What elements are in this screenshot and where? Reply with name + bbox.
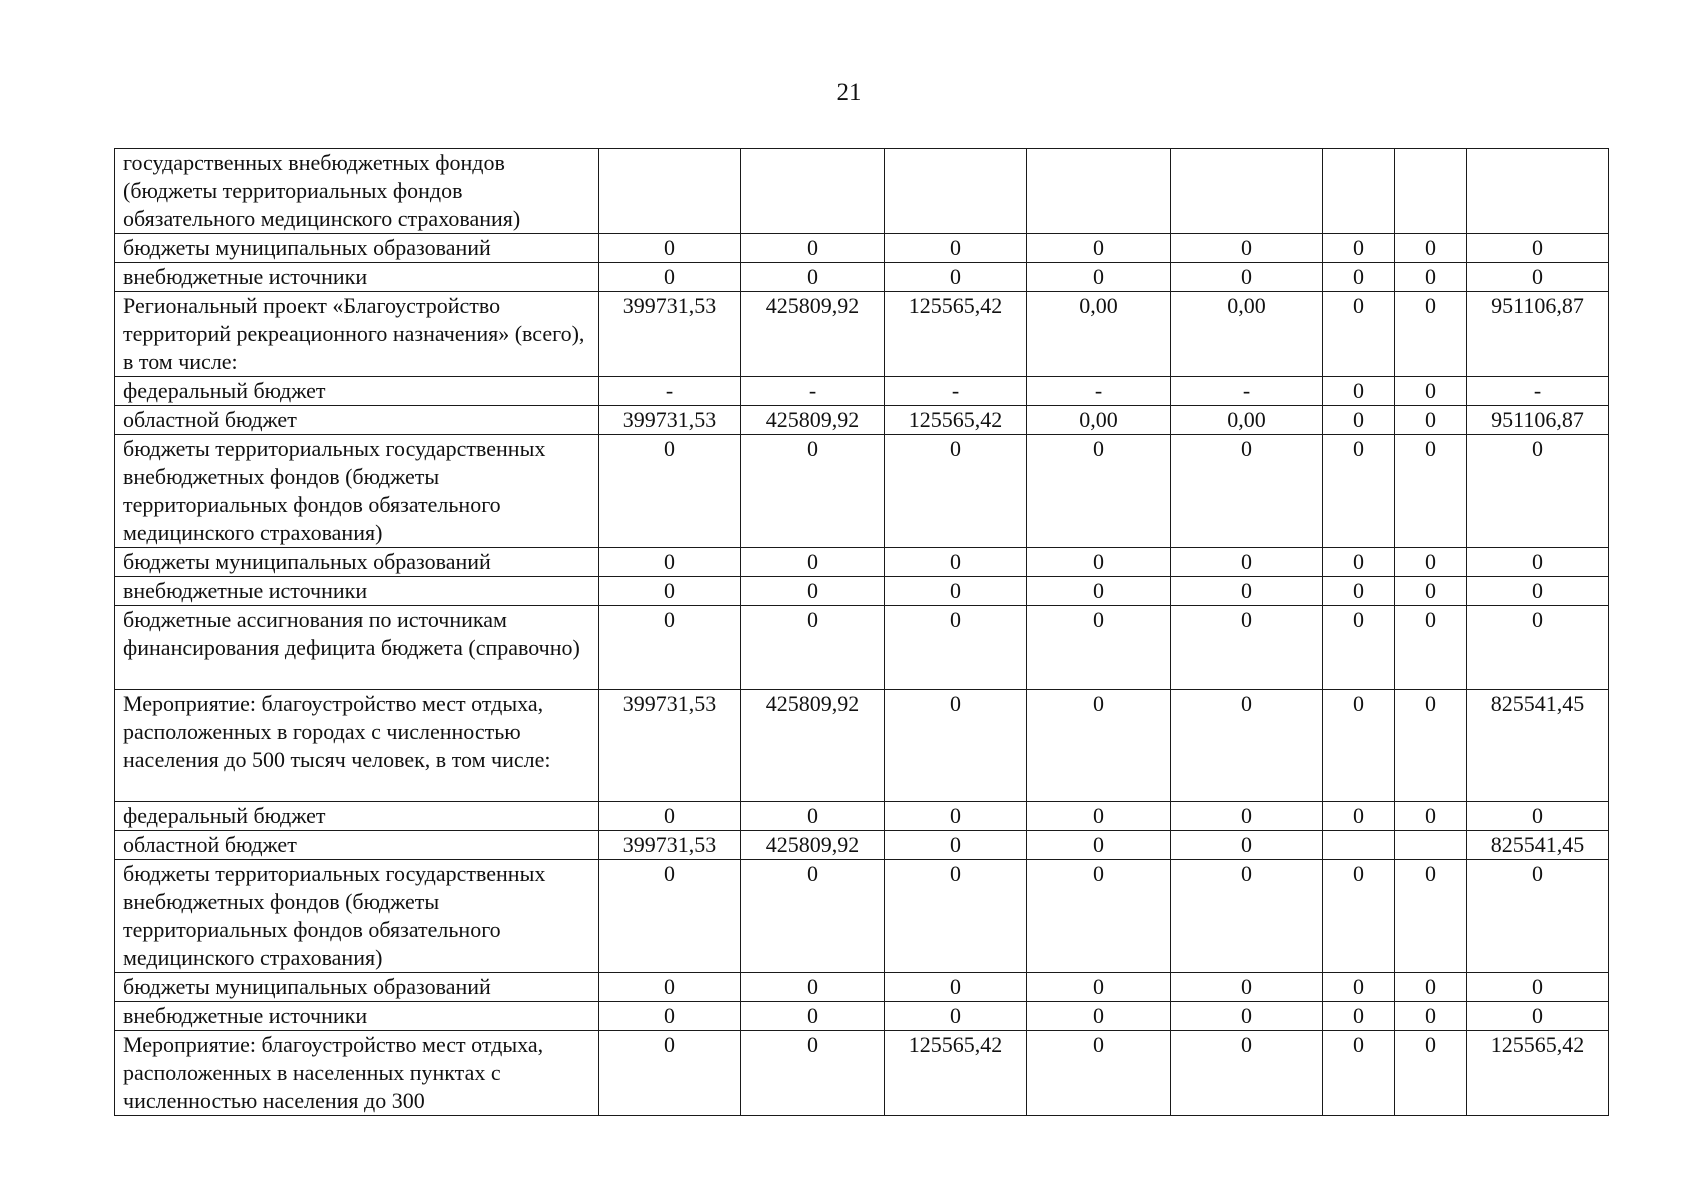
value-cell: 0 [741, 1031, 885, 1116]
value-cell: 0 [1323, 292, 1395, 377]
value-cell: 0 [1323, 234, 1395, 263]
value-cell: 0 [1027, 577, 1171, 606]
row-label: внебюджетные источники [115, 263, 599, 292]
value-cell: 0 [1467, 1002, 1609, 1031]
value-cell: 125565,42 [885, 406, 1027, 435]
value-cell: 0 [1467, 606, 1609, 690]
value-cell: 0 [1323, 577, 1395, 606]
value-cell: 0 [885, 1002, 1027, 1031]
value-cell: 0 [741, 860, 885, 973]
value-cell: 0 [1323, 435, 1395, 548]
row-label: государственных внебюджетных фондов (бюджеты территориальных фондов обязательного медицинского страхования) [115, 149, 599, 234]
value-cell: 0 [1171, 606, 1323, 690]
value-cell: 0 [1395, 1031, 1467, 1116]
row-label: внебюджетные источники [115, 1002, 599, 1031]
page-number: 21 [836, 79, 862, 106]
value-cell: 0 [1395, 406, 1467, 435]
value-cell: 425809,92 [741, 406, 885, 435]
value-cell: - [1171, 377, 1323, 406]
value-cell: 125565,42 [885, 292, 1027, 377]
value-cell: 0 [885, 435, 1027, 548]
value-cell: 951106,87 [1467, 406, 1609, 435]
value-cell: 0 [741, 606, 885, 690]
row-label: Мероприятие: благоустройство мест отдыха, расположенных в населенных пунктах с численностью населения до 300 [115, 1031, 599, 1116]
value-cell [1323, 831, 1395, 860]
value-cell: 0 [1323, 690, 1395, 802]
value-cell: 0 [1171, 802, 1323, 831]
row-label: Мероприятие: благоустройство мест отдыха, расположенных в городах с численностью населения до 500 тысяч человек, в том числе: [115, 690, 599, 802]
value-cell: 0 [1395, 690, 1467, 802]
value-cell: 0 [1395, 1002, 1467, 1031]
row-label: бюджеты муниципальных образований [115, 548, 599, 577]
value-cell: - [741, 377, 885, 406]
table-row [115, 292, 1609, 377]
value-cell: 0 [599, 435, 741, 548]
value-cell: 0 [741, 263, 885, 292]
value-cell: - [885, 377, 1027, 406]
value-cell: 0 [1395, 292, 1467, 377]
value-cell: 0 [1171, 263, 1323, 292]
value-cell: 0 [1027, 973, 1171, 1002]
value-cell: 0 [1467, 860, 1609, 973]
value-cell: 0 [1395, 860, 1467, 973]
value-cell: 0 [1395, 263, 1467, 292]
value-cell [1395, 831, 1467, 860]
value-cell: 0 [1467, 973, 1609, 1002]
row-label: областной бюджет [115, 406, 599, 435]
value-cell: 0 [1395, 802, 1467, 831]
value-cell: 0 [1027, 234, 1171, 263]
value-cell [599, 149, 741, 234]
value-cell: 0 [1467, 435, 1609, 548]
row-label: бюджеты муниципальных образований [115, 234, 599, 263]
row-label: Региональный проект «Благоустройство территорий рекреационного назначения» (всего), в том числе: [115, 292, 599, 377]
value-cell: 0 [1395, 606, 1467, 690]
value-cell: 425809,92 [741, 690, 885, 802]
table-row [115, 548, 1609, 577]
table-row [115, 973, 1609, 1002]
value-cell: 0 [599, 1002, 741, 1031]
table-row [115, 860, 1609, 973]
value-cell: 0 [741, 802, 885, 831]
row-label: федеральный бюджет [115, 802, 599, 831]
value-cell: 0,00 [1171, 292, 1323, 377]
value-cell: 0 [1027, 1031, 1171, 1116]
row-label: бюджетные ассигнования по источникам финансирования дефицита бюджета (справочно) [115, 606, 599, 690]
value-cell: 0 [1027, 435, 1171, 548]
value-cell: 0 [885, 234, 1027, 263]
value-cell [1171, 149, 1323, 234]
value-cell: 0 [1323, 263, 1395, 292]
value-cell: - [1467, 377, 1609, 406]
value-cell: 0 [885, 577, 1027, 606]
value-cell: 0 [1027, 548, 1171, 577]
table-row [115, 435, 1609, 548]
value-cell: 399731,53 [599, 292, 741, 377]
value-cell: 0 [599, 577, 741, 606]
value-cell: 0 [885, 548, 1027, 577]
value-cell [1027, 149, 1171, 234]
value-cell: 0 [885, 860, 1027, 973]
table-row [115, 606, 1609, 690]
table-row [115, 406, 1609, 435]
value-cell: 0 [1323, 1002, 1395, 1031]
table-row [115, 577, 1609, 606]
table-row [115, 802, 1609, 831]
row-label: областной бюджет [115, 831, 599, 860]
value-cell: 399731,53 [599, 690, 741, 802]
value-cell: 125565,42 [885, 1031, 1027, 1116]
value-cell: 0 [1467, 577, 1609, 606]
value-cell: 0 [1323, 548, 1395, 577]
row-label: бюджеты муниципальных образований [115, 973, 599, 1002]
table-row [115, 690, 1609, 802]
value-cell: 0 [1395, 973, 1467, 1002]
value-cell: 0 [741, 435, 885, 548]
table-row [115, 234, 1609, 263]
value-cell: 0 [885, 973, 1027, 1002]
value-cell [1395, 149, 1467, 234]
value-cell: 0 [1027, 802, 1171, 831]
value-cell: 0 [885, 690, 1027, 802]
value-cell: 0 [885, 831, 1027, 860]
budget-table [114, 148, 1609, 1116]
value-cell: 0 [1027, 263, 1171, 292]
value-cell: 0 [1171, 831, 1323, 860]
value-cell: 0 [599, 263, 741, 292]
value-cell [885, 149, 1027, 234]
row-label: федеральный бюджет [115, 377, 599, 406]
value-cell: 0 [885, 802, 1027, 831]
value-cell: 0 [1395, 377, 1467, 406]
value-cell [741, 149, 885, 234]
value-cell: 0 [1395, 548, 1467, 577]
table-row [115, 1031, 1609, 1116]
value-cell: 0 [1323, 606, 1395, 690]
value-cell: 0 [1027, 606, 1171, 690]
value-cell: 0 [1171, 1002, 1323, 1031]
value-cell: 0,00 [1171, 406, 1323, 435]
value-cell: 0 [599, 860, 741, 973]
value-cell: 0 [1467, 234, 1609, 263]
value-cell: 425809,92 [741, 292, 885, 377]
row-label: бюджеты территориальных государственных внебюджетных фондов (бюджеты территориальных фондов обязательного медицинского страхования) [115, 860, 599, 973]
value-cell: 0 [599, 973, 741, 1002]
value-cell: 0 [1467, 263, 1609, 292]
value-cell [1323, 149, 1395, 234]
value-cell: 125565,42 [1467, 1031, 1609, 1116]
row-label: бюджеты территориальных государственных внебюджетных фондов (бюджеты территориальных фондов обязательного медицинского страхования) [115, 435, 599, 548]
value-cell [1467, 149, 1609, 234]
value-cell: 0 [741, 234, 885, 263]
value-cell: 0 [599, 548, 741, 577]
value-cell: 0 [741, 577, 885, 606]
value-cell: 0 [599, 606, 741, 690]
value-cell: 0 [1395, 435, 1467, 548]
value-cell: 0 [741, 973, 885, 1002]
value-cell: 951106,87 [1467, 292, 1609, 377]
value-cell: 0,00 [1027, 406, 1171, 435]
row-label: внебюджетные источники [115, 577, 599, 606]
table-row [115, 263, 1609, 292]
table-row [115, 1002, 1609, 1031]
value-cell: 399731,53 [599, 406, 741, 435]
value-cell: 0 [1171, 860, 1323, 973]
value-cell: 0 [1027, 831, 1171, 860]
value-cell: 0,00 [1027, 292, 1171, 377]
value-cell: 0 [1027, 690, 1171, 802]
value-cell: 0 [1171, 690, 1323, 802]
value-cell: 825541,45 [1467, 831, 1609, 860]
value-cell: 0 [1323, 973, 1395, 1002]
value-cell: 0 [1323, 1031, 1395, 1116]
value-cell: 0 [1395, 577, 1467, 606]
value-cell: 0 [885, 263, 1027, 292]
value-cell: 0 [1027, 1002, 1171, 1031]
value-cell: 0 [1171, 234, 1323, 263]
value-cell: 399731,53 [599, 831, 741, 860]
value-cell: 0 [1171, 1031, 1323, 1116]
value-cell: 0 [1323, 406, 1395, 435]
value-cell: 0 [741, 1002, 885, 1031]
value-cell: 0 [599, 234, 741, 263]
value-cell: 0 [1171, 577, 1323, 606]
value-cell: 0 [1323, 802, 1395, 831]
value-cell: 0 [1171, 435, 1323, 548]
value-cell: 0 [1027, 860, 1171, 973]
value-cell: 425809,92 [741, 831, 885, 860]
value-cell: 0 [1323, 377, 1395, 406]
value-cell: 0 [599, 1031, 741, 1116]
value-cell: 0 [1171, 548, 1323, 577]
value-cell: 0 [1395, 234, 1467, 263]
value-cell: 0 [1171, 973, 1323, 1002]
table-row [115, 831, 1609, 860]
value-cell: 0 [1467, 802, 1609, 831]
value-cell: 0 [885, 606, 1027, 690]
value-cell: - [599, 377, 741, 406]
value-cell: 0 [741, 548, 885, 577]
value-cell: - [1027, 377, 1171, 406]
value-cell: 0 [1323, 860, 1395, 973]
table-row [115, 149, 1609, 234]
value-cell: 0 [599, 802, 741, 831]
value-cell: 0 [1467, 548, 1609, 577]
value-cell: 825541,45 [1467, 690, 1609, 802]
table-row [115, 377, 1609, 406]
